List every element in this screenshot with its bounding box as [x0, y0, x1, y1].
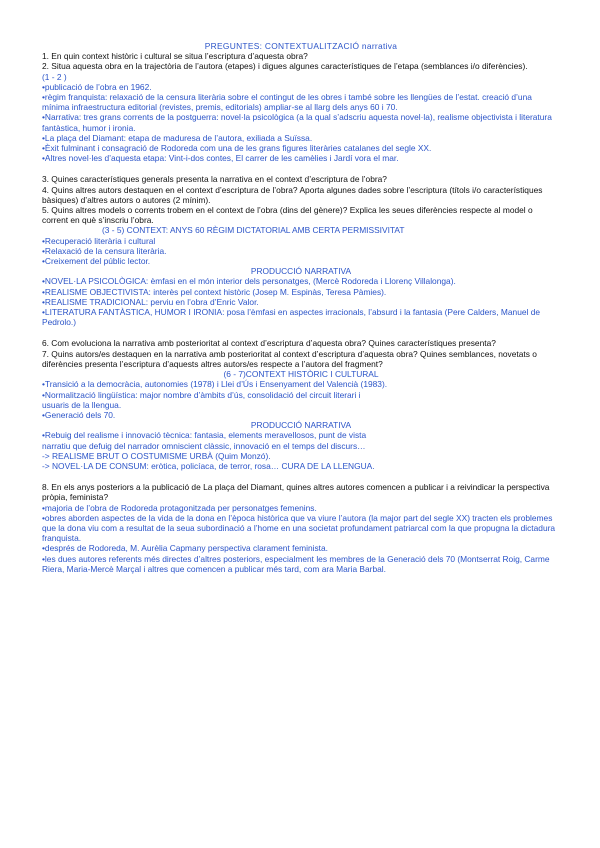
- answer-item: -> REALISME BRUT O COSTUMISME URBÀ (Quim Monzó).: [42, 450, 271, 461]
- question-8: 8. En els anys posteriors a la publicació de La plaça del Diamant, quines altres autores comencen a publicar i a reivindicar la perspectiva pròpia, feminista?: [42, 482, 550, 503]
- answer-item: •La plaça del Diamant: etapa de maduresa de l’autora, exiliada a Suïssa.: [42, 132, 313, 143]
- answer-item: •règim franquista: relaxació de la censura literària sobre el contingut de les obres i també sobre les llengües de l’estat. creació d’una mínima infraestructura editorial (revistes, premis, editorials) ampliar-se al llarg dels anys 60 i 70.: [42, 92, 532, 113]
- answer-item: •Creixement del públic lector.: [42, 256, 151, 267]
- answer-reference: (1 - 2 ): [42, 71, 67, 82]
- answer-item: •Recuperació literària i cultural: [42, 235, 156, 246]
- document-content: [42, 41, 560, 574]
- answer-item: •Generació dels 70.: [42, 409, 116, 420]
- section-heading: (3 - 5) CONTEXT: ANYS 60 RÈGIM DICTATORIAL AMB CERTA PERMISSIVITAT: [102, 225, 405, 236]
- question-7: 7. Quins autors/es destaquen en la narrativa amb posterioritat al context d’escriptura d’aquesta obra? Quines semblances, novetats o diferències presenta l’escriptura d’aquests altres autors/es respecte a l’autora del fragment?: [42, 348, 537, 369]
- answer-item: -> NOVEL·LA DE CONSUM: eròtica, policíaca, de terror, rosa… CURA DE LA LLENGUA.: [42, 460, 375, 471]
- answer-item: •Rebuig del realisme i innovació tècnica: fantasia, elements meravellosos, punt de vista narratiu que defuig del narrador omniscient clàssic, innovació en el temps del discurs…: [42, 430, 367, 451]
- section-heading: (6 - 7)CONTEXT HISTÒRIC I CULTURAL: [223, 369, 379, 380]
- answer-item: •Relaxació de la censura literària.: [42, 245, 167, 256]
- document-title: PREGUNTES: CONTEXTUALITZACIÓ narrativa: [204, 41, 398, 51]
- answer-item: •NOVEL·LA PSICOLÒGICA: èmfasi en el món interior dels personatges, (Mercè Rodoreda i Llorenç Villalonga).: [42, 276, 456, 287]
- question-1: 1. En quin context històric i cultural se situa l’escriptura d’aquesta obra?: [42, 51, 308, 62]
- answer-item: •REALISME OBJECTIVISTA: interès pel context històric (Josep M. Espinàs, Teresa Pàmies).: [42, 286, 387, 297]
- answer-item: •majoria de l’obra de Rodoreda protagonitzada per personatges femenins.: [42, 502, 317, 513]
- answer-item: •Transició a la democràcia, autonomies (1978) i Llei d’Ús i Ensenyament del Valencià (1983).: [42, 379, 388, 390]
- question-6: 6. Com evoluciona la narrativa amb posterioritat al context d’escriptura d’aquesta obra? Quines característiques presenta?: [42, 338, 496, 349]
- answer-item: •Narrativa: tres grans corrents de la postguerra: novel·la psicològica (a la qual s’adscriu aquesta novel·la), realisme objectivista i literatura fantàstica, humor i ironia.: [42, 112, 552, 133]
- section-subheading: PRODUCCIÓ NARRATIVA: [250, 420, 352, 431]
- answer-item: •obres aborden aspectes de la vida de la dona en l’època històrica que va viure l’autora (la major part del segle XX) tracten els problemes que la dona viu com a resultat de la seua subordinació a l’home en una societat profundament patriarcal com la que propugna la dictadura franquista.: [42, 512, 556, 544]
- question-4: 4. Quins altres autors destaquen en el context d’escriptura de l’obra? Aporta algunes dades sobre l’escriptura (títols i/o característiques bàsiques) d’altres autors o autores (2 mínim).: [42, 184, 543, 205]
- answer-item: •les dues autores referents més directes d’altres posteriors, especialment les membres de la Generació dels 70 (Montserrat Roig, Carme Riera, Maria-Mercè Marçal i altres que comencen a publicar més tard, com ara Maria Barbal.: [42, 553, 550, 574]
- answer-item: •Normalització lingüística: major nombre d’àmbits d’ús, consolidació del circuit literari i usuaris de la llengua.: [42, 389, 361, 410]
- question-3: 3. Quines característiques generals presenta la narrativa en el context d’escriptura de l’obra?: [42, 174, 387, 185]
- answer-item: •després de Rodoreda, M. Aurèlia Capmany perspectiva clarament feminista.: [42, 543, 328, 554]
- question-5: 5. Quins altres models o corrents trobem en el context de l’obra (dins del gènere)? Explica les seues diferències respecte al model o corrent en què s’inscriu l’obra.: [42, 205, 533, 226]
- question-2: 2. Situa aquesta obra en la trajectòria de l’autora (etapes) i digues algunes característiques de l’etapa (semblances i/o diferències).: [42, 61, 528, 72]
- answer-item: •Èxit fulminant i consagració de Rodoreda com una de les grans figures literàries catalanes del segle XX.: [42, 143, 432, 154]
- answer-item: •LITERATURA FANTÀSTICA, HUMOR I IRONIA: posa l’èmfasi en aspectes irracionals, l’absurd i la fantasia (Pere Calders, Manuel de Pedrolo.): [42, 307, 541, 328]
- answer-item: •Altres novel·les d’aquesta etapa: Vint-i-dos contes, El carrer de les camèlies i Jardí vora el mar.: [42, 153, 399, 164]
- section-subheading: PRODUCCIÓ NARRATIVA: [250, 266, 352, 277]
- answer-item: •publicació de l’obra en 1962.: [42, 81, 152, 92]
- answer-item: •REALISME TRADICIONAL: perviu en l’obra d’Enric Valor.: [42, 296, 259, 307]
